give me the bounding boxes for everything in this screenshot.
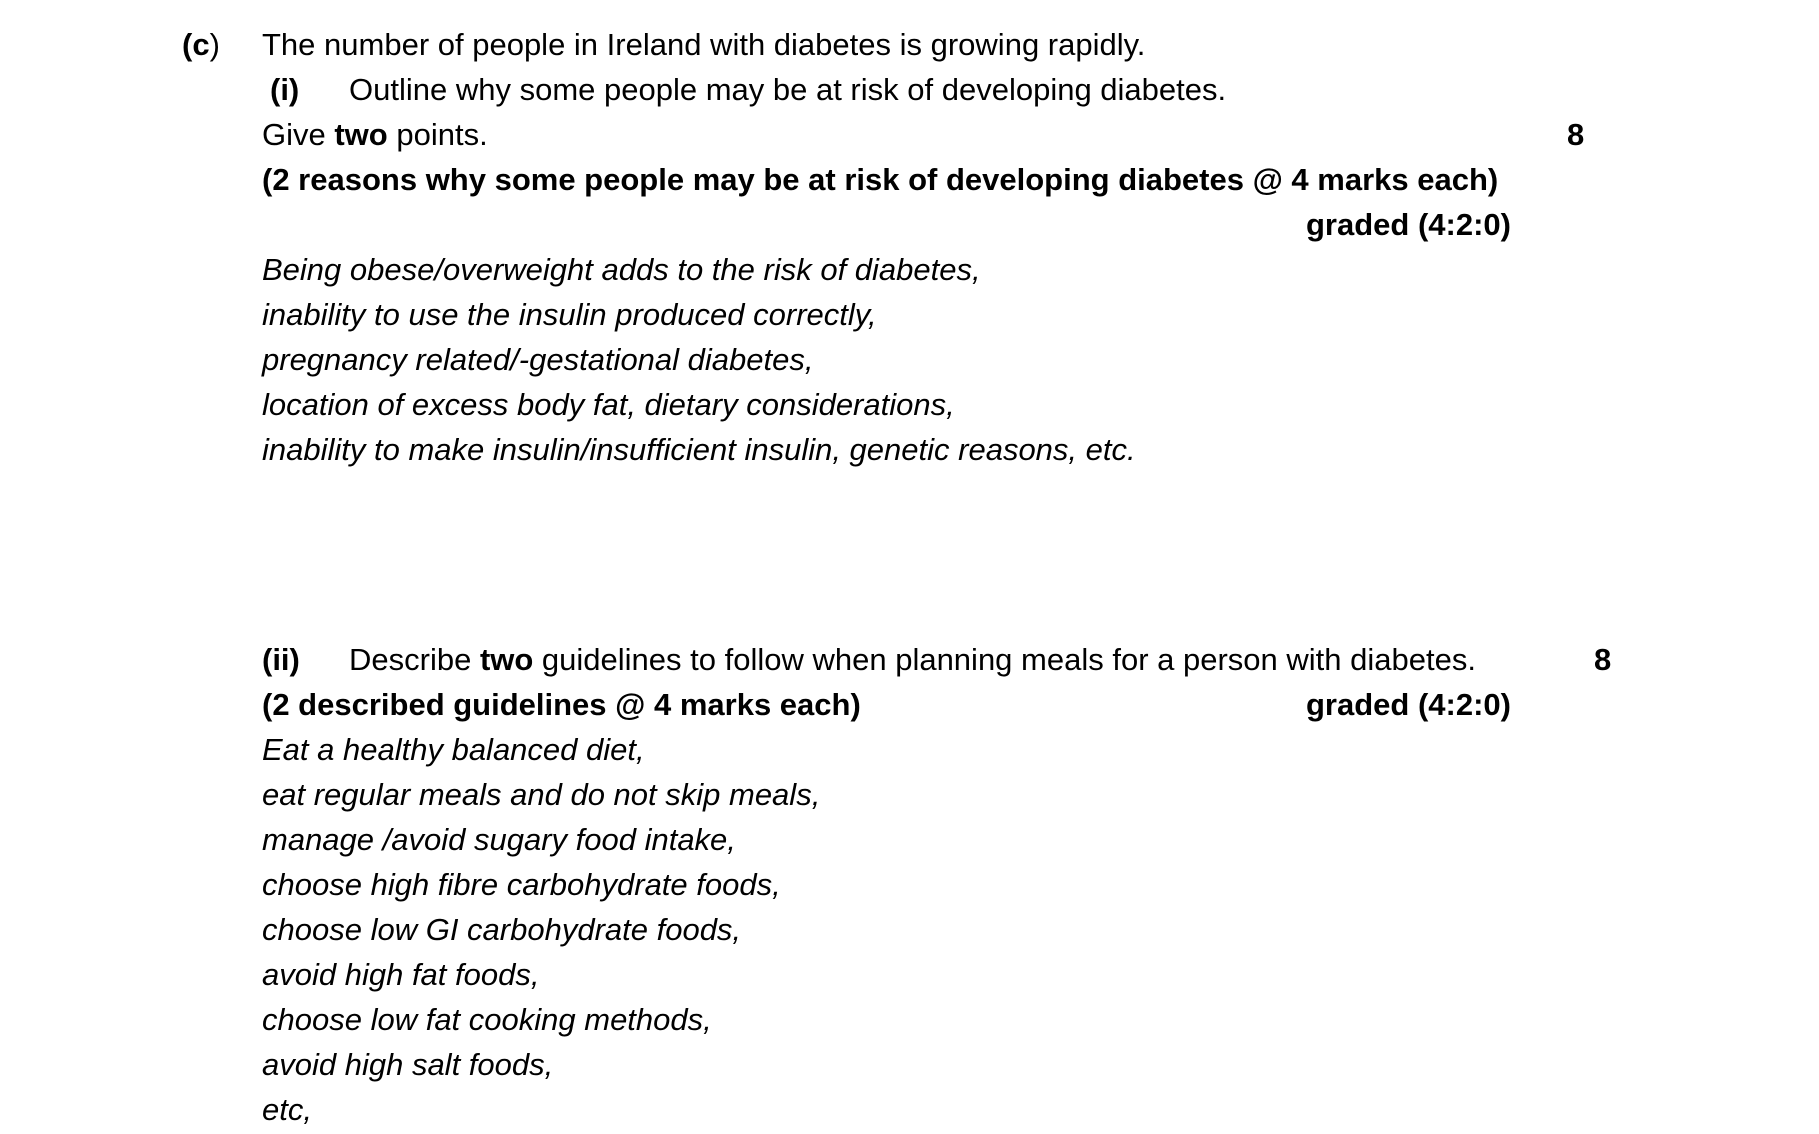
sub-i-answer: location of excess body fat, dietary considerations, [262, 387, 955, 422]
sub-ii-marking-scheme: (2 described guidelines @ 4 marks each) [262, 687, 861, 722]
sub-ii-marks: 8 [1594, 642, 1612, 677]
sub-i-give-suffix: points. [387, 117, 488, 152]
part-c-label-letter: c [192, 27, 210, 62]
part-c-label [182, 22, 220, 67]
sub-i-answer: inability to use the insulin produced correctly, [262, 297, 877, 332]
sub-i-label: (i) [270, 72, 300, 107]
sub-ii-question-suffix: guidelines to follow when planning meals for a person with diabetes. [533, 642, 1476, 677]
sub-ii-answer: etc, [262, 1092, 312, 1127]
sub-ii-answer: choose low GI carbohydrate foods, [262, 912, 742, 947]
sub-ii-question-bold: two [479, 642, 534, 677]
part-c-label-open: ( [182, 27, 193, 62]
sub-i-marking-scheme: (2 reasons why some people may be at risk of developing diabetes @ 4 marks each) [262, 162, 1499, 197]
sub-i-answer: inability to make insulin/insufficient insulin, genetic reasons, etc. [262, 432, 1136, 467]
sub-ii-question [349, 637, 1476, 682]
sub-i-answer: pregnancy related/-gestational diabetes, [262, 342, 814, 377]
part-c-label-close: ) [209, 27, 220, 62]
sub-i-marks: 8 [1567, 117, 1585, 152]
sub-ii-answer: choose high fibre carbohydrate foods, [262, 867, 781, 902]
sub-ii-grading: graded (4:2:0) [1306, 687, 1511, 722]
sub-ii-answer: avoid high fat foods, [262, 957, 540, 992]
sub-i-give-bold: two [334, 117, 388, 152]
part-c-stem: The number of people in Ireland with diabetes is growing rapidly. [262, 27, 1146, 62]
sub-i-grading: graded (4:2:0) [1306, 207, 1511, 242]
sub-ii-question-prefix: Describe [349, 642, 480, 677]
sub-ii-label: (ii) [262, 642, 300, 677]
sub-ii-answer: avoid high salt foods, [262, 1047, 554, 1082]
sub-i-give-prefix: Give [262, 117, 335, 152]
sub-i-question: Outline why some people may be at risk of developing diabetes. [349, 72, 1227, 107]
sub-ii-answer: choose low fat cooking methods, [262, 1002, 712, 1037]
sub-ii-answer: Eat a healthy balanced diet, [262, 732, 645, 767]
sub-i-give-instruction [262, 112, 488, 157]
sub-ii-answer: eat regular meals and do not skip meals, [262, 777, 821, 812]
sub-i-answer: Being obese/overweight adds to the risk of diabetes, [262, 252, 981, 287]
sub-ii-answer: manage /avoid sugary food intake, [262, 822, 736, 857]
